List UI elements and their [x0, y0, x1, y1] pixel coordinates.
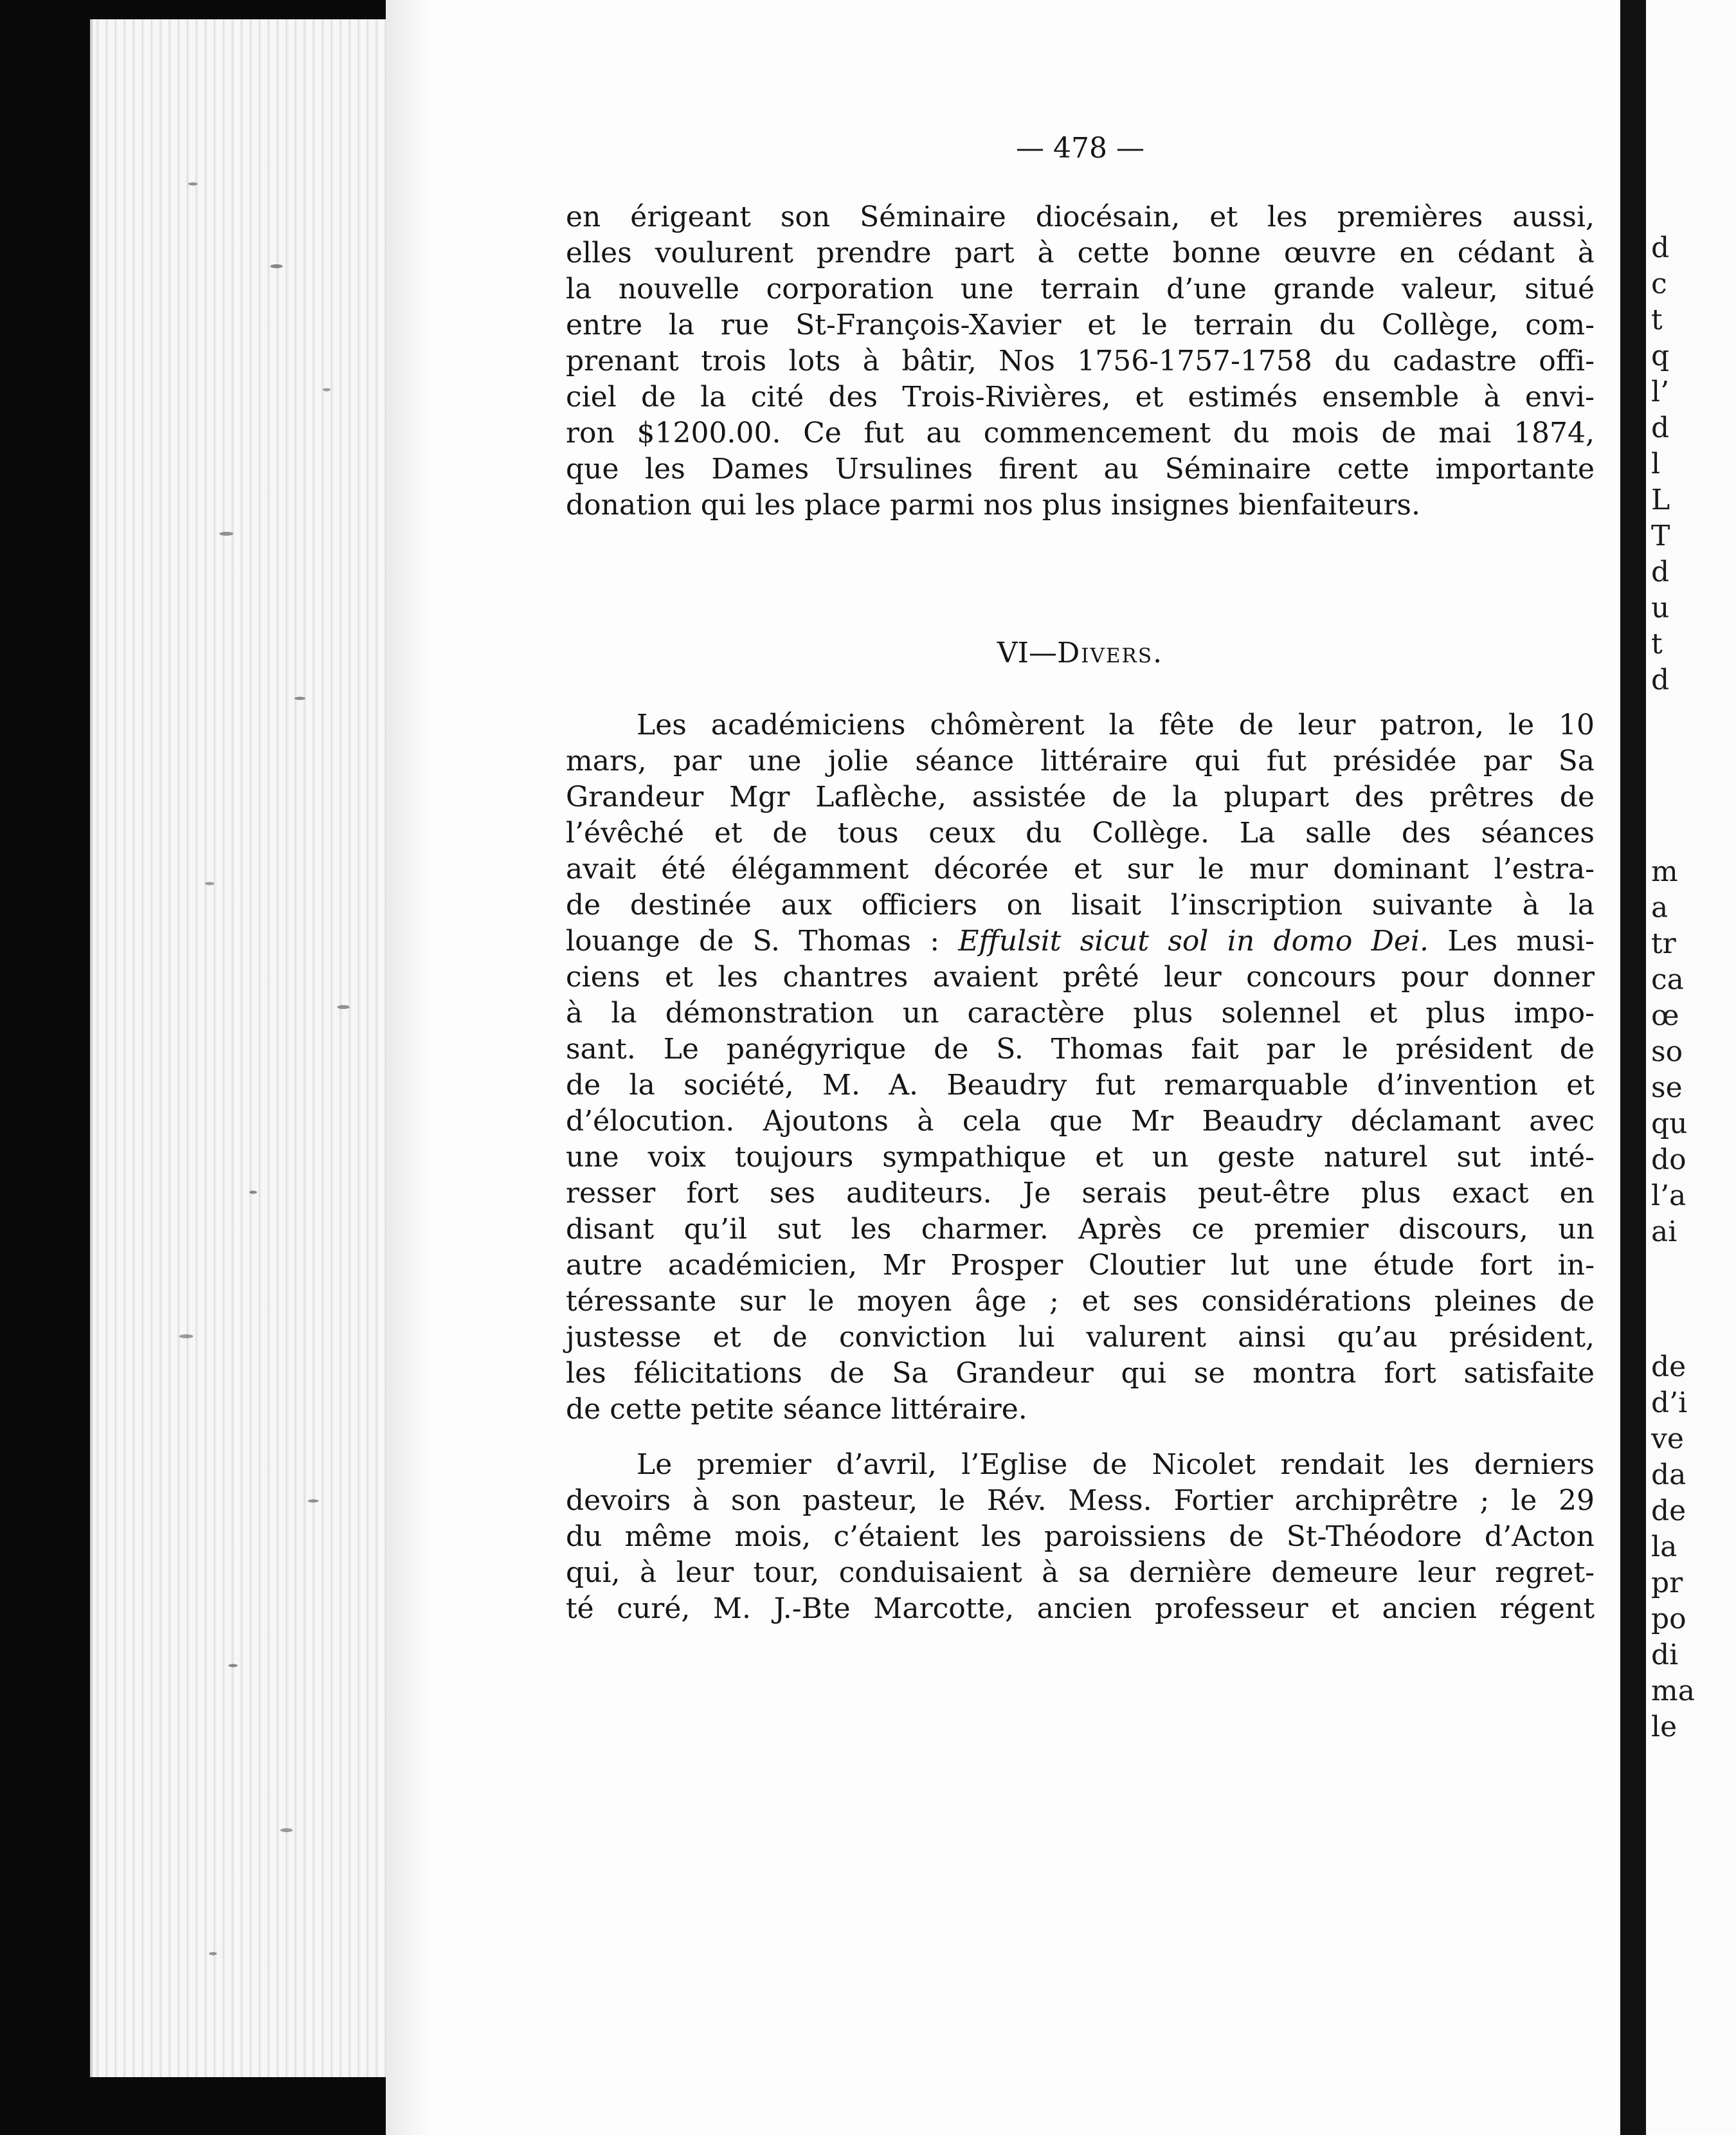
latin-inscription: Effulsit sicut sol in domo Dei. — [958, 925, 1429, 958]
text-line: resser fort ses auditeurs. Je serais peut-être plus exact en — [566, 1177, 1595, 1210]
next-page-text: T — [1651, 520, 1670, 552]
next-page-text: d — [1651, 556, 1670, 588]
next-page-text: l’ — [1651, 376, 1670, 408]
text-line: disant qu’il sut les charmer. Après ce premier discours, un — [566, 1213, 1595, 1246]
next-page-text: t — [1651, 628, 1663, 660]
next-page-text: l — [1651, 448, 1661, 480]
next-page-text: tr — [1651, 927, 1676, 960]
section-heading — [566, 637, 1595, 669]
text-line: devoirs à son pasteur, le Rév. Mess. Fortier archiprêtre ; le 29 — [566, 1484, 1595, 1517]
next-page-text: di — [1651, 1639, 1679, 1671]
text-line: ciens et les chantres avaient prêté leur concours pour donner — [566, 961, 1595, 994]
next-page-text: d — [1651, 664, 1670, 696]
next-page-text: œ — [1651, 999, 1679, 1032]
text-line: avait été élégamment décorée et sur le mur dominant l’estra- — [566, 853, 1595, 886]
next-page-text: se — [1651, 1071, 1683, 1104]
section-title: Divers. — [1057, 637, 1164, 669]
next-page-text: de — [1651, 1494, 1686, 1527]
next-page-text: do — [1651, 1143, 1686, 1176]
text-line: ron $1200.00. Ce fut au commencement du mois de mai 1874, — [566, 417, 1595, 450]
book-page-edges — [90, 19, 427, 2077]
text-line: de la société, M. A. Beaudry fut remarquable d’invention et — [566, 1069, 1595, 1102]
next-page-text: a — [1651, 891, 1668, 924]
next-page-text: da — [1651, 1458, 1686, 1491]
text-line: elles voulurent prendre part à cette bonne œuvre en cédant à — [566, 237, 1595, 269]
next-page-text: so — [1651, 1035, 1683, 1068]
next-page-text: po — [1651, 1603, 1686, 1635]
text-line: que les Dames Ursulines firent au Séminaire cette importante — [566, 453, 1595, 486]
next-page-text: L — [1651, 484, 1670, 516]
text-line: du même mois, c’étaient les paroissiens de St-Théodore d’Acton — [566, 1520, 1595, 1553]
text-line: té curé, M. J.-Bte Marcotte, ancien professeur et ancien régent — [566, 1592, 1595, 1625]
next-page-text: qu — [1651, 1107, 1688, 1140]
text-line: une voix toujours sympathique et un geste naturel sut inté- — [566, 1141, 1595, 1174]
text-line: sant. Le panégyrique de S. Thomas fait par le président de — [566, 1033, 1595, 1066]
next-page-text: d — [1651, 412, 1670, 444]
spine-shadow — [386, 0, 431, 2135]
next-page-text: la — [1651, 1531, 1677, 1563]
next-page-text: c — [1651, 268, 1667, 300]
text-line: entre la rue St-François-Xavier et le terrain du Collège, com- — [566, 309, 1595, 341]
text-line: à la démonstration un caractère plus solennel et plus impo- — [566, 997, 1595, 1030]
text-line: téressante sur le moyen âge ; et ses considérations pleines de — [566, 1285, 1595, 1318]
text-line: Les académiciens chômèrent la fête de leur patron, le 10 — [637, 709, 1595, 741]
section-numeral: VI— — [997, 637, 1058, 669]
text-line: mars, par une jolie séance littéraire qui fut présidée par Sa — [566, 745, 1595, 777]
next-page-text: ve — [1651, 1422, 1684, 1455]
next-page-text: t — [1651, 304, 1663, 336]
next-page-text: u — [1651, 592, 1670, 624]
text-line: ciel de la cité des Trois-Rivières, et estimés ensemble à envi- — [566, 381, 1595, 413]
text-line: d’élocution. Ajoutons à cela que Mr Beaudry déclamant avec — [566, 1105, 1595, 1138]
next-page-text: q — [1651, 340, 1670, 372]
next-page-text: le — [1651, 1711, 1677, 1743]
text-line: la nouvelle corporation une terrain d’une grande valeur, situé — [566, 273, 1595, 305]
next-page-text: ca — [1651, 963, 1684, 996]
text-line: Grandeur Mgr Laflèche, assistée de la plupart des prêtres de — [566, 781, 1595, 813]
text-line: de destinée aux officiers on lisait l’inscription suivante à la — [566, 889, 1595, 922]
next-page-text: d’i — [1651, 1386, 1688, 1419]
text-line: les félicitations de Sa Grandeur qui se montra fort satisfaite — [566, 1357, 1595, 1390]
next-page-text: m — [1651, 855, 1678, 888]
next-page-text: ai — [1651, 1215, 1677, 1248]
text-line: de cette petite séance littéraire. — [566, 1393, 1027, 1426]
text-line: justesse et de conviction lui valurent ainsi qu’au président, — [566, 1321, 1595, 1354]
text-line: qui, à leur tour, conduisaient à sa dernière demeure leur regret- — [566, 1556, 1595, 1589]
next-page-text: pr — [1651, 1567, 1683, 1599]
inscription-line — [566, 923, 1595, 959]
text-line: prenant trois lots à bâtir, Nos 1756-1757-1758 du cadastre offi- — [566, 345, 1595, 377]
next-page-text: de — [1651, 1350, 1686, 1383]
text-line: en érigeant son Séminaire diocésain, et les premières aussi, — [566, 201, 1595, 233]
page-number: — 478 — — [1016, 132, 1144, 165]
next-page-text: d — [1651, 232, 1670, 264]
text-line: autre académicien, Mr Prosper Cloutier lut une étude fort in- — [566, 1249, 1595, 1282]
next-page-text: ma — [1651, 1675, 1695, 1707]
text-line: Le premier d’avril, l’Eglise de Nicolet rendait les derniers — [637, 1448, 1595, 1481]
inscription-tail: Les musi- — [1428, 925, 1595, 958]
text-line: l’évêché et de tous ceux du Collège. La salle des séances — [566, 817, 1595, 849]
text-line: donation qui les place parmi nos plus insignes bienfaiteurs. — [566, 489, 1420, 522]
next-page-fragment — [1646, 0, 1736, 2135]
next-page-text: l’a — [1651, 1179, 1686, 1212]
inscription-lead: louange de S. Thomas : — [566, 925, 959, 958]
page-gutter — [1620, 0, 1646, 2135]
